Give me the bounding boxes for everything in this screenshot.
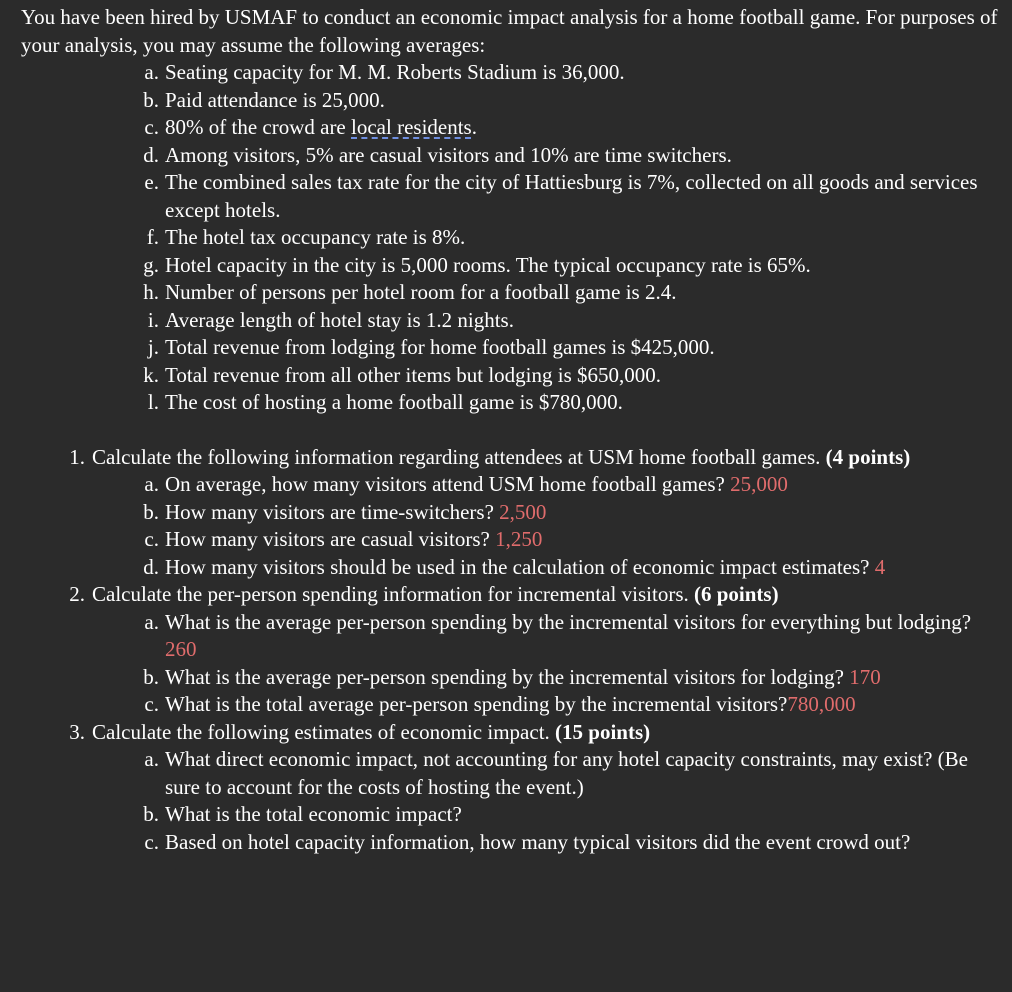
subquestion-text: On average, how many visitors attend USM home football games? (165, 472, 725, 496)
list-marker: j. (147, 335, 159, 359)
subquestion-item (21, 691, 1006, 719)
assumption-text: Number of persons per hotel room for a football game is 2.4. (165, 280, 677, 304)
assumption-item (21, 169, 1006, 224)
question-text: Calculate the following estimates of economic impact. (92, 719, 550, 744)
spacer (21, 417, 1006, 444)
list-marker: a. (144, 472, 159, 496)
question-1 (21, 444, 1006, 472)
subquestion-item (21, 664, 1006, 692)
subquestion-text: What direct economic impact, not accounting for any hotel capacity constraints, may exist? (Be sure to account for the costs of hosting the event.) (165, 747, 968, 799)
assumption-item (21, 279, 1006, 307)
answer-text: 170 (849, 664, 881, 689)
list-marker: c. (144, 829, 159, 854)
answer-text: 780,000 (787, 692, 856, 716)
subquestion-item (21, 471, 1006, 499)
question-points: (15 points) (555, 719, 651, 744)
assumption-text: The combined sales tax rate for the city of Hattiesburg is 7%, collected on all goods and services except hotels. (165, 170, 978, 222)
assumption-item (21, 362, 1006, 390)
subquestion-text: What is the average per-person spending by the incremental visitors for everything but lodging? (165, 609, 972, 634)
list-marker: b. (143, 802, 159, 826)
assumption-item (21, 142, 1006, 170)
list-marker: b. (143, 499, 159, 524)
subquestion-text: What is the average per-person spending by the incremental visitors for lodging? (165, 664, 844, 689)
subquestion-item (21, 609, 1006, 664)
assumption-item (21, 87, 1006, 115)
subquestion-item (21, 499, 1006, 527)
question-points: (6 points) (694, 582, 779, 606)
list-marker: d. (143, 554, 159, 579)
list-marker: h. (143, 280, 159, 304)
list-marker: e. (144, 170, 159, 194)
assumption-text: Total revenue from all other items but lodging is $650,000. (165, 362, 662, 387)
subquestion-item (21, 746, 1006, 801)
list-marker: a. (144, 609, 159, 634)
subquestion-text: What is the total economic impact? (165, 802, 462, 826)
assumption-text: The cost of hosting a home football game is $780,000. (165, 390, 623, 414)
question-marker: 1. (69, 444, 85, 469)
subquestion-text: How many visitors are time-switchers? (165, 499, 494, 524)
list-marker: c. (144, 527, 159, 551)
list-marker: f. (146, 225, 159, 249)
assumption-text-end: . (471, 115, 477, 139)
assumption-item (21, 59, 1006, 87)
assumption-item (21, 389, 1006, 417)
subquestion-item (21, 554, 1006, 582)
question-points: (4 points) (825, 444, 911, 469)
list-marker: k. (143, 362, 159, 387)
subquestion-item (21, 801, 1006, 829)
assumption-text: Average length of hotel stay is 1.2 nights. (165, 307, 514, 332)
question-3 (21, 719, 1006, 747)
list-marker: g. (143, 252, 159, 277)
document (21, 4, 1006, 856)
list-marker: i. (147, 307, 159, 332)
assumption-item (21, 114, 1006, 142)
answer-text: 25,000 (730, 472, 788, 496)
list-marker: a. (144, 747, 159, 771)
list-marker: c. (144, 115, 159, 139)
assumption-text: Hotel capacity in the city is 5,000 rooms. The typical occupancy rate is 65%. (165, 252, 811, 277)
subquestion-item (21, 829, 1006, 857)
subquestion-text: Based on hotel capacity information, how many typical visitors did the event crowd out? (165, 829, 911, 854)
intro-paragraph: You have been hired by USMAF to conduct an economic impact analysis for a home football game. For purposes of your analysis, you may assume the following averages: (21, 5, 998, 57)
subquestion-text: How many visitors are casual visitors? (165, 527, 490, 551)
assumption-text: Among visitors, 5% are casual visitors and 10% are time switchers. (165, 142, 732, 167)
answer-text: 260 (165, 637, 197, 661)
answer-text: 1,250 (495, 527, 543, 551)
assumption-item (21, 307, 1006, 335)
assumption-text: The hotel tax occupancy rate is 8%. (165, 225, 466, 249)
subquestion-text: What is the total average per-person spending by the incremental visitors? (165, 692, 788, 716)
question-marker: 2. (69, 582, 85, 606)
list-marker: c. (144, 692, 159, 716)
glossary-link-local-residents[interactable]: local residents (351, 115, 472, 139)
list-marker: b. (143, 87, 159, 112)
assumption-text: Paid attendance is 25,000. (165, 87, 385, 112)
assumption-item (21, 252, 1006, 280)
list-marker: b. (143, 664, 159, 689)
assumptions-list (21, 59, 1006, 417)
answer-text: 2,500 (499, 499, 547, 524)
subquestion-item (21, 526, 1006, 554)
assumption-item (21, 224, 1006, 252)
assumption-text: 80% of the crowd are (165, 115, 352, 139)
question-marker: 3. (69, 719, 85, 744)
assumption-text: Seating capacity for M. M. Roberts Stadium is 36,000. (165, 60, 625, 84)
list-marker: d. (143, 142, 159, 167)
question-text: Calculate the following information regarding attendees at USM home football games. (92, 444, 821, 469)
assumption-item (21, 334, 1006, 362)
question-2 (21, 581, 1006, 609)
list-marker: a. (144, 60, 159, 84)
question-text: Calculate the per-person spending information for incremental visitors. (92, 582, 689, 606)
assumption-text: Total revenue from lodging for home football games is $425,000. (165, 335, 715, 359)
list-marker: l. (147, 390, 159, 414)
answer-text: 4 (874, 554, 886, 579)
subquestion-text: How many visitors should be used in the calculation of economic impact estimates? (165, 554, 870, 579)
